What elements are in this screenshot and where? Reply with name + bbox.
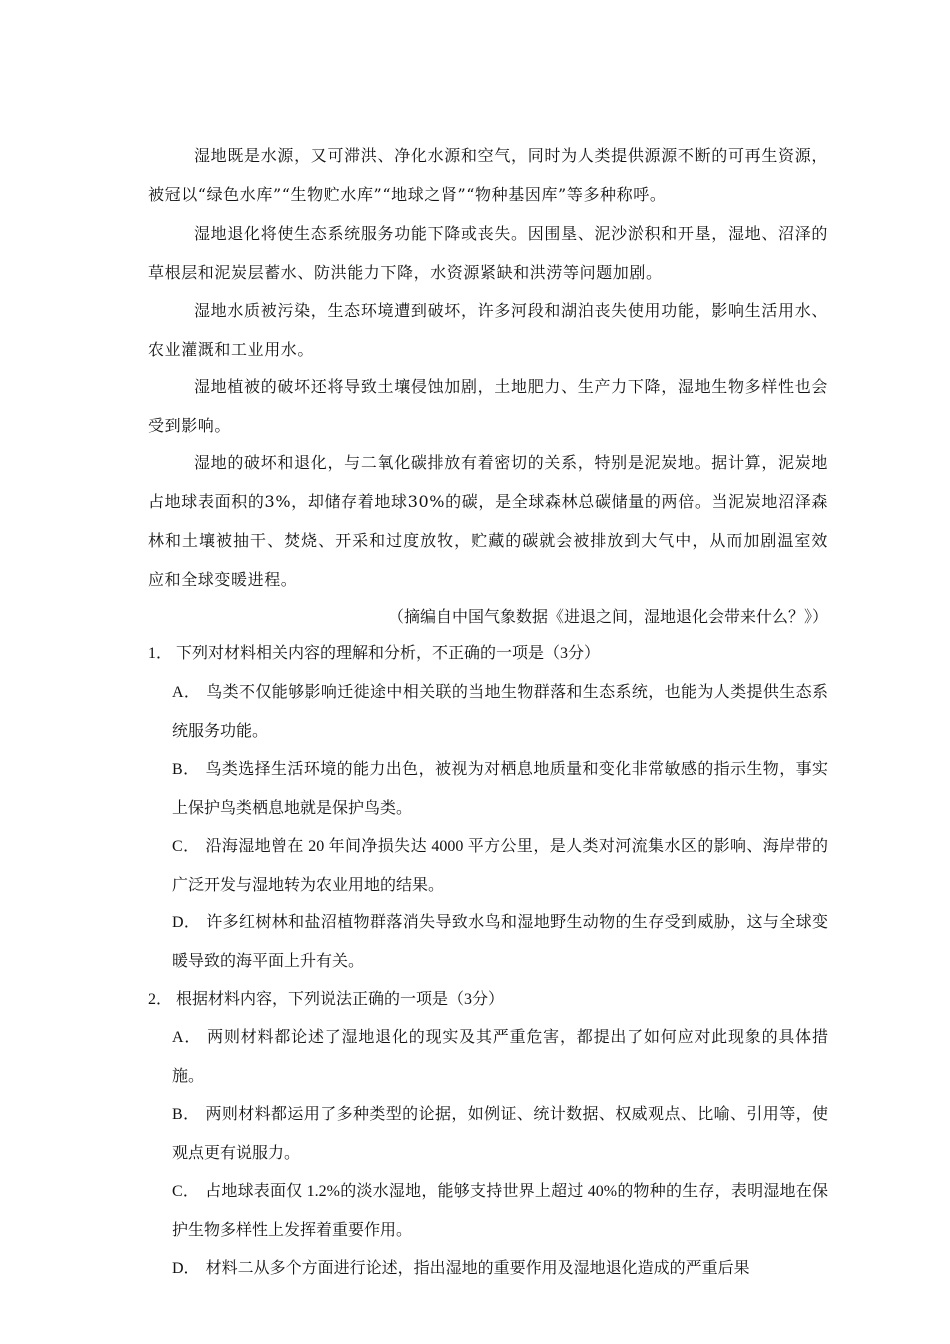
question-number: 2． <box>148 991 173 1008</box>
option-text: 沿海湿地曾在 20 年间净损失达 4000 平方公里，是人类对河流集水区的影响、海岸带的广泛开发与湿地转为农业用地的结果。 <box>172 838 828 894</box>
option-letter: B． <box>172 761 200 778</box>
question-number: 1． <box>148 645 173 662</box>
option-letter: C． <box>172 838 200 855</box>
option-text: 两则材料都论述了湿地退化的现实及其严重危害，都提出了如何应对此现象的具体措施。 <box>172 1029 828 1085</box>
question-2-option-d <box>172 1249 828 1288</box>
option-text: 鸟类选择生活环境的能力出色，被视为对栖息地质量和变化非常敏感的指示生物，事实上保护鸟类栖息地就是保护鸟类。 <box>172 761 828 817</box>
question-stem: 根据材料内容，下列说法正确的一项是（3分） <box>176 991 505 1008</box>
option-text: 许多红树林和盐沼植物群落消失导致水鸟和湿地野生动物的生存受到威胁，这与全球变暖导致的海平面上升有关。 <box>172 914 828 970</box>
question-2-option-b <box>172 1095 828 1173</box>
question-2-option-c <box>172 1172 828 1250</box>
material-paragraph: 湿地退化将使生态系统服务功能下降或丧失。因围垦、泥沙淤积和开垦，湿地、沼泽的草根层和泥炭层蓄水、防洪能力下降，水资源紧缺和洪涝等问题加剧。 <box>148 224 828 282</box>
option-letter: A． <box>172 684 201 701</box>
option-text: 鸟类不仅能够影响迁徙途中相关联的当地生物群落和生态系统，也能为人类提供生态系统服务功能。 <box>172 684 828 740</box>
question-stem: 下列对材料相关内容的理解和分析，不正确的一项是（3分） <box>176 645 601 662</box>
option-letter: B． <box>172 1106 200 1123</box>
option-letter: D． <box>172 914 201 931</box>
question-1-option-d <box>172 903 828 981</box>
option-text: 两则材料都运用了多种类型的论据，如例证、统计数据、权威观点、比喻、引用等，使观点更有说服力。 <box>172 1106 828 1162</box>
question-2-option-a <box>172 1018 828 1096</box>
material-paragraph: 湿地水质被污染，生态环境遭到破坏，许多河段和湖泊丧失使用功能，影响生活用水、农业灌溉和工业用水。 <box>148 301 828 359</box>
question-1-option-b <box>172 750 828 828</box>
option-letter: A． <box>172 1029 202 1046</box>
option-text: 占地球表面仅 1.2%的淡水湿地，能够支持世界上超过 40%的物种的生存，表明湿地在保护生物多样性上发挥着重要作用。 <box>172 1183 828 1239</box>
material-paragraph: 湿地的破坏和退化，与二氧化碳排放有着密切的关系，特别是泥炭地。据计算，泥炭地占地球表面积的3%，却储存着地球30%的碳，是全球森林总碳储量的两倍。当泥炭地沼泽森林和土壤被抽干、焚烧、开采和过度放牧，贮藏的碳就会被排放到大气中，从而加剧温室效应和全球变暖进程。 <box>148 453 828 589</box>
material-paragraph: 湿地植被的破坏还将导致土壤侵蚀加剧，土地肥力、生产力下降，湿地生物多样性也会受到影响。 <box>148 377 828 435</box>
option-letter: D． <box>172 1260 200 1277</box>
material-paragraph: 湿地既是水源，又可滞洪、净化水源和空气，同时为人类提供源源不断的可再生资源，被冠以“绿色水库”“生物贮水库”“地球之肾”“物种基因库”等多种称呼。 <box>148 146 828 204</box>
question-1 <box>148 634 828 673</box>
question-1-option-c <box>172 827 828 905</box>
question-2 <box>148 980 828 1019</box>
option-text: 材料二从多个方面进行论述，指出湿地的重要作用及湿地退化造成的严重后果 <box>205 1260 750 1277</box>
source-citation: （摘编自中国气象数据《进退之间，湿地退化会带来什么？》） <box>387 607 828 626</box>
option-letter: C． <box>172 1183 200 1200</box>
question-1-option-a <box>172 673 828 751</box>
